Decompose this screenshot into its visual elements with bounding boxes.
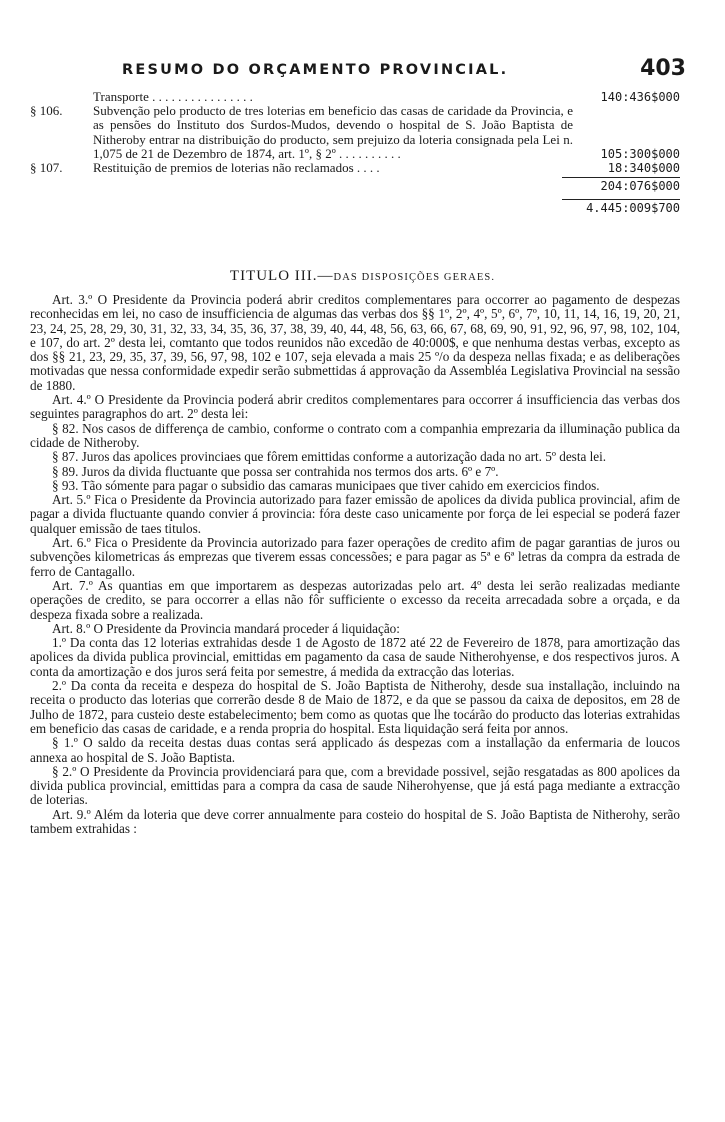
paragraph-art-5: Art. 5.º Fica o Presidente da Provincia autorizado para fazer emissão de apolices da divida publica provincial, afim de pagar a divida fluctuante quando convier á provincia: fóra deste caso unicamente por força de lei especial se poderá fazer qualquer emissão de taes titulos.	[30, 492, 680, 536]
paragraph-art-8-item-2: 2.º Da conta da receita e despeza do hospital de S. João Baptista de Nitherohy, desde sua installação, incluindo na receita o producto das loterias que correrão desde 8 de Maio de 1872, e da que se passou da caixa de depositos, em 28 de Julho de 1872, para custeio deste estabelecimento; bem como as quotas que lhe tocárão do producto das loterias extrahidas em beneficio das casas de caridade, e a renda propria do hospital. Esta liquidação será feita por annos.	[30, 678, 680, 736]
subtotal-row	[30, 175, 680, 197]
ledger-item-106	[30, 104, 680, 161]
transport-row	[30, 90, 680, 104]
ledger-item-107	[30, 161, 680, 175]
item-amount: 105:300$000	[600, 146, 680, 161]
paragraph-art-8-section-2: § 2.º O Presidente da Provincia providenciará para que, com a brevidade possivel, sejão resgatadas as 800 apolices da divida publica provincial, emittidas para a compra da casa de saude Niherohyense, que já está paga mediante a extracção de loterias.	[30, 763, 680, 808]
paragraph-art-8-section-1: § 1.º O saldo da receita destas duas contas será applicado ás despezas com a installação da enfermaria de loucos annexa ao hospital de S. João Baptista.	[30, 735, 680, 765]
total-rule	[562, 199, 680, 200]
page-number: 403	[640, 56, 686, 81]
section-title-prefix: TITULO III.—	[229, 268, 334, 284]
item-text: Restituição de premios de loterias não reclamados . . . .	[93, 160, 380, 176]
item-label: § 106.	[30, 103, 63, 119]
paragraph-art-8: Art. 8.º O Presidente da Provincia mandará proceder á liquidação:	[52, 620, 400, 636]
paragraph-art-6: Art. 6.º Fica o Presidente da Provincia autorizado para fazer operações de credito afim de pagar garantias de juros ou subvenções kilometricas ás emprezas que tiverem essas concessões; e para pagar as 5ª e 6ª letras da compra da estrada de ferro de Cantagallo.	[30, 535, 680, 579]
item-amount: 18:340$000	[607, 161, 680, 176]
paragraph-section-87: § 87. Juros das apolices provinciaes que fôrem emittidas conforme a autorização dada no art. 5º desta lei.	[52, 449, 607, 465]
paragraph-art-4: Art. 4.º O Presidente da Provincia poderá abrir creditos complementares para occorrer á insufficiencia das verbas dos seguintes paragraphos do art. 2º desta lei:	[30, 392, 680, 422]
paragraph-art-7: Art. 7.º As quantias em que importarem as despezas autorizadas pelo art. 4º desta lei serão realizadas mediante operações de credito, se para occorrer a ellas não fôr sufficiente o excesso da receita arrecadada sobre a orçada, e da despeza fixada sobre a realizada.	[30, 577, 680, 622]
subtotal-amount: 204:076$000	[600, 179, 680, 194]
paragraph-art-3: Art. 3.º O Presidente da Provincia poderá abrir creditos complementares para occorrer ao pagamento de despezas reconhecidas em lei, no caso de insufficiencia de algumas das verbas dos §§ 1º, 2º, 4º, 5º, 6º, 7º, 10, 11, 14, 16, 19, 20, 21, 23, 24, 25, 28, 29, 30, 31, 32, 33, 34, 35, 36, 37, 38, 39, 40, 44, 48, 56, 63, 66, 67, 68, 69, 90, 91, 92, 96, 97, 98, 102, 104, e 107, do art. 2º desta lei, comtanto que todos reunidos não excedão de 40:000$, e que nenhuma destas verbas, excepto as dos §§ 21, 23, 29, 35, 37, 39, 56, 97, 98, 102 e 107, seja elevada a mais 25 º/o da despeza nellas fixada; e as deliberações motivadas que nessa conformidade expedir serão submettidas á approvação da Assembléa Legislativa Provincial na sessão de 1880.	[30, 292, 680, 393]
transport-amount: 140:436$000	[600, 90, 680, 104]
subtotal-rule	[562, 177, 680, 178]
transport-label: Transporte	[93, 89, 149, 104]
total-row	[30, 197, 680, 219]
page-header	[30, 52, 686, 86]
paragraph-section-93: § 93. Tão sómente para pagar o subsidio das camaras municipaes que tiver cahido em exercicios findos.	[52, 477, 600, 493]
paragraph-section-89: § 89. Juros da divida fluctuante que possa ser contrahida nos termos dos arts. 6º e 7º.	[52, 463, 499, 479]
section-title-caps: DAS DISPOSIÇÕES GERAES.	[333, 272, 496, 283]
total-amount: 4.445:009$700	[586, 201, 680, 216]
paragraph-section-82: § 82. Nos casos de differença de cambio, conforme o contrato com a companhia emprezaria da illuminação publica da cidade de Nitheroby.	[30, 420, 680, 450]
item-label: § 107.	[30, 160, 63, 176]
paragraph-art-8-item-1: 1.º Da conta das 12 loterias extrahidas desde 1 de Agosto de 1872 até 22 de Fevereiro de 1878, para amortização das apolices da divida publica provincial, emittidas em pagamento da casa de saude Nitherohyense, e dos respectivos juros. A conta da amortização e dos juros será feita por semestre, á medida da extracção das loterias.	[30, 635, 680, 679]
transport-dots: . . . . . . . . . . . . . . . .	[152, 89, 253, 104]
item-text: Subvenção pelo producto de tres loterias em beneficio das casas de caridade da Provincia, e as pensões do Instituto dos Surdos-Mudos, devendo o hospital de S. João Baptista de Nitheroby entrar na distribuição do producto, sem prejuizo da loteria consignada pela Lei n. 1,075 de 21 de Dezembro de 1874, art. 1º, § 2º . . . . . . . . . .	[93, 103, 573, 161]
body-text	[30, 293, 680, 836]
section-title	[0, 268, 725, 285]
budget-ledger	[30, 90, 680, 219]
running-title: RESUMO DO ORÇAMENTO PROVINCIAL.	[122, 62, 509, 78]
paragraph-art-9: Art. 9.º Além da loteria que deve correr annualmente para costeio do hospital de S. João Baptista de Nitherohy, serão tambem extrahidas :	[30, 806, 680, 836]
